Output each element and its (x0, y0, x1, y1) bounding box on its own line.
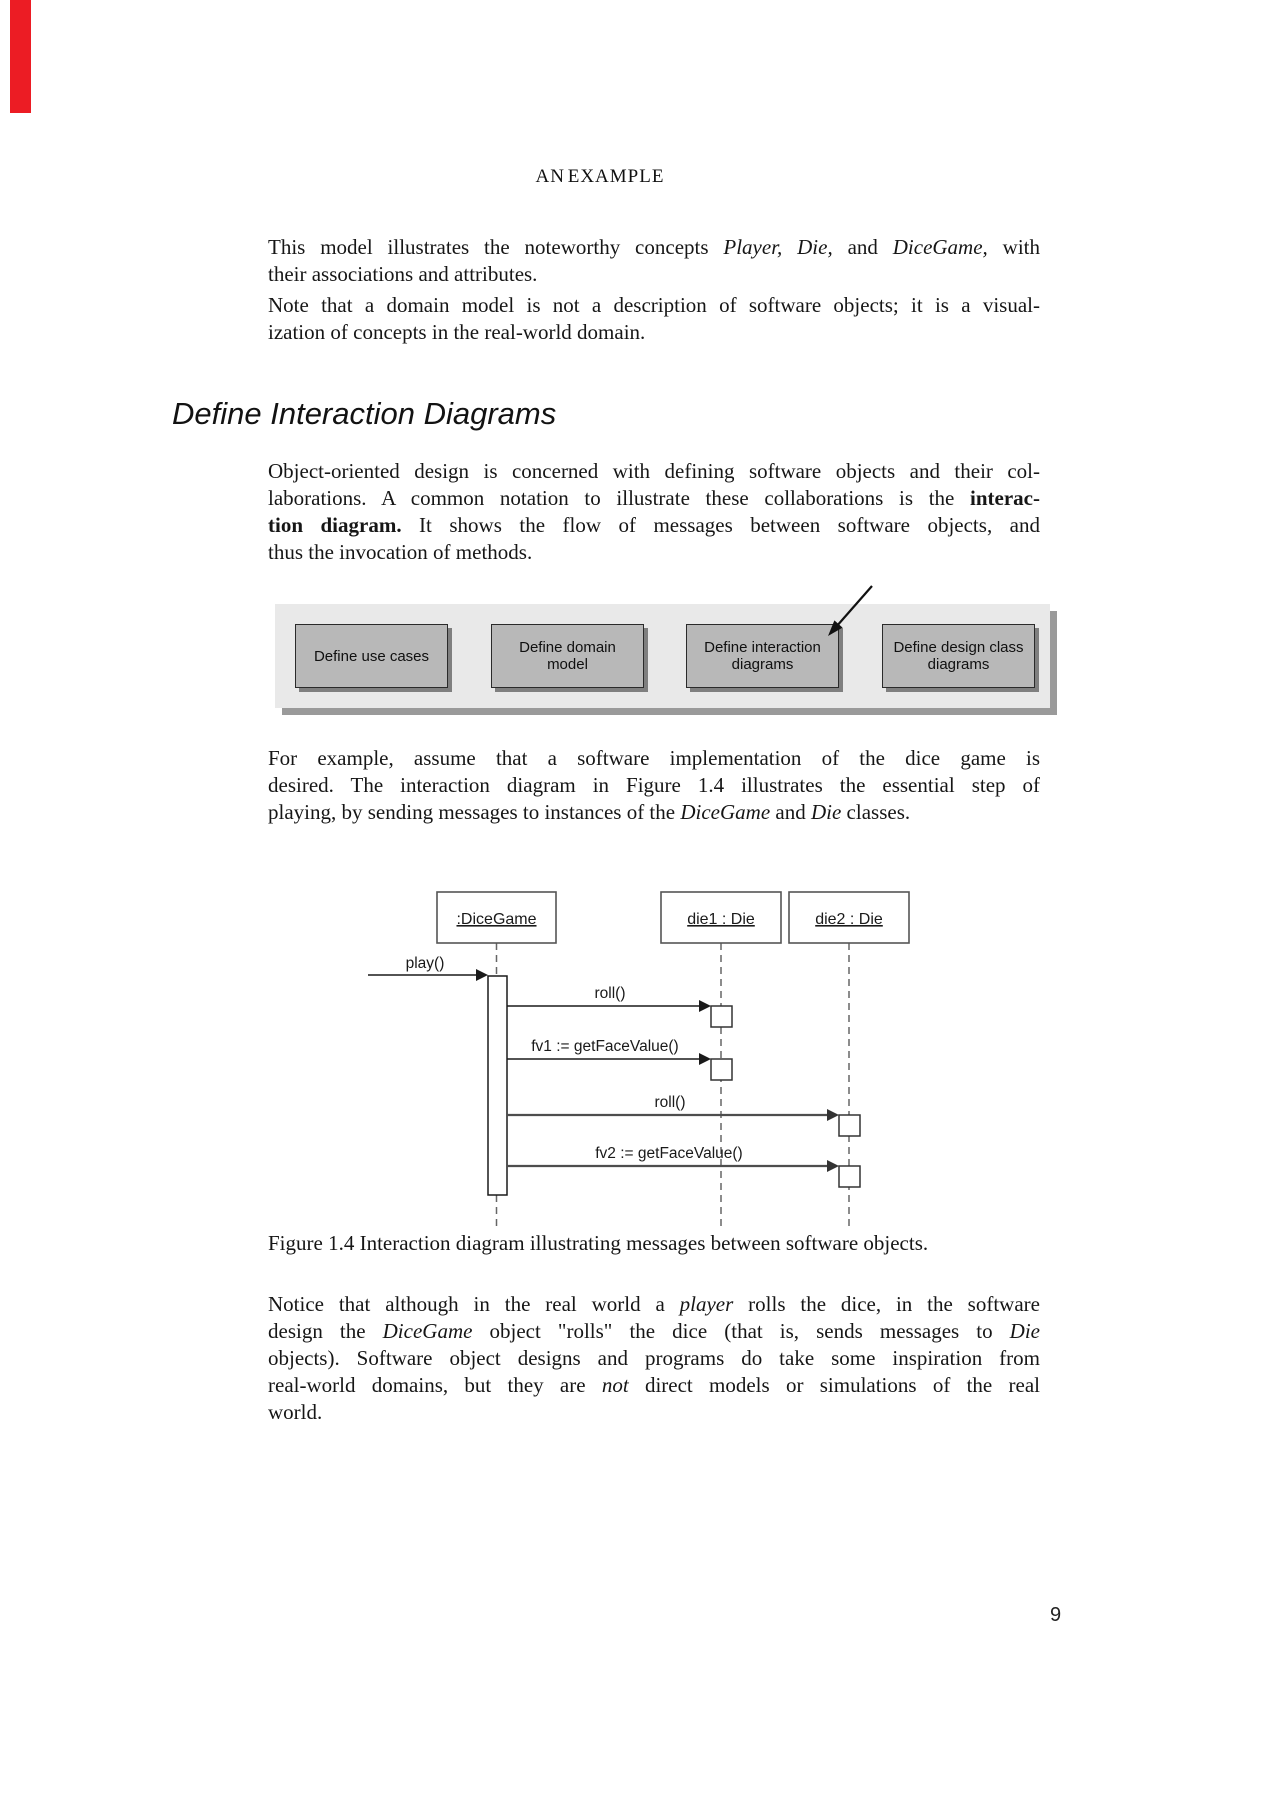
activation-square-die2-fv (839, 1166, 860, 1187)
activation-square-die1-fv (711, 1059, 732, 1080)
arrowhead-fv1 (699, 1053, 711, 1065)
text-line: This model illustrates the noteworthy concepts Player, Die, and DiceGame, with (268, 235, 1040, 259)
activation-bar-dicegame (488, 976, 507, 1195)
page-number: 9 (1050, 1604, 1062, 1626)
text-line: Notice that although in the real world a player rolls the dice, in the software (268, 1292, 1040, 1316)
process-box-define-interaction-diagrams: Define interaction diagrams (686, 624, 839, 688)
arrowhead-roll1 (699, 1000, 711, 1012)
text-line: ization of concepts in the real-world domain. (268, 320, 646, 344)
text-line: laborations. A common notation to illustrate these collaborations is the interac- (268, 486, 1040, 510)
text-line: Note that a domain model is not a description of software objects; it is a visual- (268, 293, 1040, 317)
text-line: real-world domains, but they are not direct models or simulations of the real (268, 1373, 1040, 1397)
message-label-roll2: roll() (654, 1094, 686, 1111)
message-label-play: play() (405, 955, 445, 972)
text-line: Object-oriented design is concerned with defining software objects and their col- (268, 459, 1040, 483)
arrowhead-fv2 (827, 1160, 839, 1172)
paragraph-notice (268, 1291, 1040, 1426)
sequence-diagram (300, 885, 950, 1230)
text-line: world. (268, 1400, 323, 1424)
pointer-arrow-icon (800, 578, 890, 650)
paragraph-example (268, 745, 1040, 826)
text-line: their associations and attributes. (268, 262, 538, 286)
red-marker-bar (10, 0, 31, 113)
object-label-dicegame: :DiceGame (456, 911, 537, 928)
paragraph-intro (268, 234, 1040, 288)
arrowhead-play (476, 969, 488, 981)
object-label-die1: die1 : Die (687, 911, 755, 928)
text-line: objects). Software object designs and programs do take some inspiration from (268, 1346, 1040, 1370)
text-line: design the DiceGame object "rolls" the dice (that is, sends messages to Die (268, 1319, 1040, 1343)
message-label-fv1: fv1 := getFaceValue() (531, 1038, 679, 1055)
section-heading: Define Interaction Diagrams (172, 396, 557, 431)
process-box-define-design-class-diagrams: Define design class diagrams (882, 624, 1035, 688)
text-line: playing, by sending messages to instances of the DiceGame and Die classes. (268, 800, 911, 824)
figure-caption: Figure 1.4 Interaction diagram illustrating messages between software objects. (268, 1231, 929, 1255)
message-label-roll1: roll() (594, 985, 626, 1002)
process-box-define-domain-model: Define domain model (491, 624, 644, 688)
arrowhead-roll2 (827, 1109, 839, 1121)
text-line: For example, assume that a software implementation of the dice game is (268, 746, 1040, 770)
process-box-define-use-cases: Define use cases (295, 624, 448, 688)
text-line: tion diagram. It shows the flow of messages between software objects, and (268, 513, 1040, 537)
paragraph-ood (268, 458, 1040, 566)
object-label-die2: die2 : Die (815, 911, 883, 928)
running-head: AN EXAMPLE (535, 166, 665, 187)
text-line: thus the invocation of methods. (268, 540, 533, 564)
text-line: desired. The interaction diagram in Figure 1.4 illustrates the essential step of (268, 773, 1040, 797)
activation-square-die1-roll (711, 1006, 732, 1027)
paragraph-note (268, 292, 1040, 346)
activation-square-die2-roll (839, 1115, 860, 1136)
message-label-fv2: fv2 := getFaceValue() (595, 1145, 743, 1162)
